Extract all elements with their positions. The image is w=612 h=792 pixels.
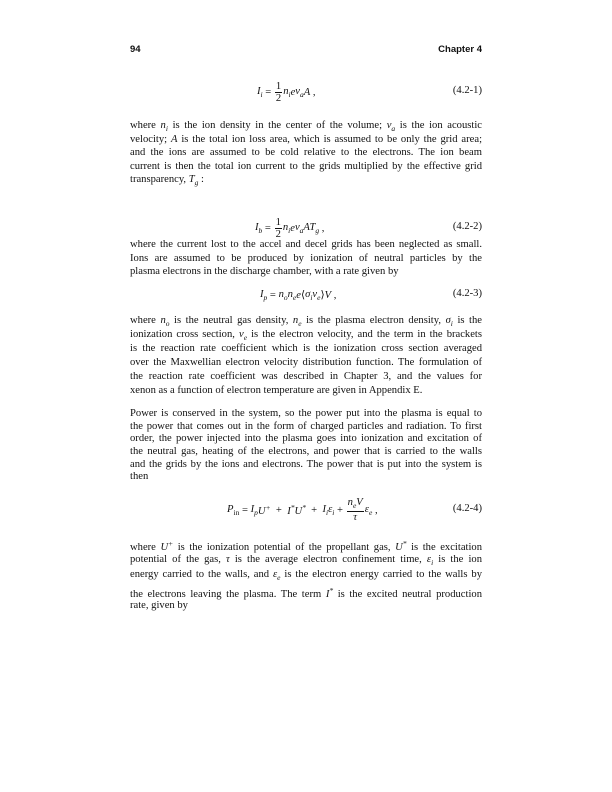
text-run: : bbox=[198, 174, 204, 185]
math-subscript: i bbox=[332, 507, 335, 517]
equation-4-2-4 bbox=[130, 495, 482, 525]
text-run: = bbox=[267, 289, 279, 301]
math-symbol bbox=[303, 222, 319, 235]
text-run: is the reaction rate coefficient which is the ionization cross section averaged bbox=[130, 343, 482, 354]
math-subscript: e bbox=[298, 319, 302, 328]
math-symbol bbox=[287, 503, 294, 517]
math-base: I bbox=[322, 503, 326, 515]
numerator bbox=[347, 497, 364, 512]
math-base: n bbox=[160, 120, 166, 131]
text-run: ionization cross section, bbox=[130, 329, 239, 340]
text-run: = bbox=[239, 504, 251, 516]
math-symbol bbox=[189, 174, 199, 185]
text-run: the reaction rate coefficient was described in Chapter 3, and the values for bbox=[130, 371, 482, 382]
paragraph bbox=[130, 238, 482, 279]
text-run: xenon as a function of electron temperature are given in Appendix E. bbox=[130, 385, 423, 396]
text-run: = bbox=[262, 86, 274, 98]
text-line bbox=[130, 459, 482, 472]
text-run: potential of the gas, bbox=[130, 553, 226, 565]
text-run: is the ion acoustic bbox=[395, 120, 482, 131]
math-base: I bbox=[325, 588, 330, 600]
text-run: is the ion density in the center of the volume; bbox=[167, 120, 387, 131]
text-line bbox=[130, 567, 482, 583]
text-run: , bbox=[372, 504, 378, 516]
text-run: and the grids by the ions and electrons. The power that is put into the system is bbox=[130, 458, 482, 470]
math-subscript: a bbox=[300, 89, 304, 99]
text-run: ⟨ bbox=[300, 290, 306, 301]
denominator bbox=[276, 93, 281, 104]
text-run: is the plasma electron density, bbox=[301, 315, 446, 326]
math-superscript: * bbox=[290, 503, 295, 512]
math-base: I bbox=[257, 85, 261, 97]
math-base: U bbox=[160, 542, 169, 553]
math-symbol bbox=[305, 289, 312, 302]
math-base: I bbox=[250, 503, 255, 515]
math-subscript: e bbox=[277, 573, 281, 582]
math-subscript: e bbox=[292, 292, 297, 302]
text-run: is the ion bbox=[433, 553, 482, 565]
text-run: rate, given by bbox=[130, 600, 188, 611]
math-base: I bbox=[255, 221, 259, 233]
text-line bbox=[130, 160, 482, 174]
text-line bbox=[130, 433, 482, 446]
math-base: T bbox=[188, 174, 195, 185]
math-subscript: e bbox=[243, 333, 248, 342]
math-symbol bbox=[312, 289, 320, 302]
text-run: is the excited neutral production bbox=[333, 588, 482, 600]
fraction bbox=[347, 497, 364, 523]
text-run: where bbox=[130, 315, 161, 326]
math-base: ε bbox=[364, 503, 369, 515]
text-line bbox=[130, 173, 482, 187]
equation-body bbox=[260, 280, 336, 310]
math-symbol bbox=[273, 569, 281, 580]
math-base: τ bbox=[225, 553, 230, 565]
text-line bbox=[130, 265, 482, 279]
math-superscript: * bbox=[329, 585, 334, 595]
math-base: n bbox=[282, 221, 289, 233]
chapter-header: Chapter 4 bbox=[438, 44, 482, 55]
text-run: is the neutral gas density, bbox=[169, 315, 293, 326]
text-line bbox=[130, 133, 482, 147]
text-run: is the average electron confinement time, bbox=[229, 553, 427, 565]
text-run: the neutral gas, heating of the electrons, and power that is carried to the walls bbox=[130, 446, 482, 458]
text-run: 1 bbox=[275, 80, 282, 92]
math-subscript: i bbox=[165, 124, 168, 133]
math-base: AT bbox=[303, 221, 316, 233]
math-base: P bbox=[227, 503, 234, 515]
math-subscript: i bbox=[260, 89, 263, 99]
math-subscript: e bbox=[317, 292, 321, 302]
text-run: + bbox=[270, 504, 288, 516]
text-line bbox=[130, 252, 482, 266]
math-symbol bbox=[239, 329, 247, 340]
text-run: the power that comes out in the form of charged particles and radiation. To first bbox=[130, 420, 482, 432]
math-symbol bbox=[279, 289, 288, 302]
text-line bbox=[130, 583, 482, 599]
text-line bbox=[130, 356, 482, 370]
math-subscript: p bbox=[254, 507, 258, 517]
math-base: n bbox=[283, 85, 289, 97]
text-run: 2 bbox=[275, 92, 282, 104]
numerator bbox=[275, 81, 282, 93]
text-run: is the electron velocity, and the term in the brackets bbox=[247, 329, 482, 340]
text-run: 2 bbox=[275, 228, 281, 240]
text-line bbox=[130, 471, 482, 484]
text-run: is the bbox=[452, 315, 483, 326]
math-symbol bbox=[283, 86, 290, 99]
math-base: v bbox=[312, 288, 318, 300]
math-subscript: o bbox=[283, 292, 288, 302]
math-symbol bbox=[161, 120, 168, 131]
math-base: σ bbox=[445, 315, 451, 326]
text-run: over the Maxwellian electron velocity distribution function. The formulation of bbox=[130, 357, 482, 368]
math-superscript: + bbox=[168, 539, 174, 548]
math-subscript: i bbox=[310, 292, 313, 302]
math-base: V bbox=[324, 289, 332, 301]
math-base: n bbox=[160, 315, 166, 326]
math-subscript: g bbox=[315, 225, 320, 235]
text-line bbox=[130, 421, 482, 434]
equation-label: (4.2-2) bbox=[452, 221, 482, 232]
math-base: A bbox=[303, 86, 311, 98]
math-base: n bbox=[347, 497, 353, 508]
math-subscript: i bbox=[325, 507, 329, 517]
math-symbol bbox=[251, 504, 258, 517]
text-run: 1 bbox=[275, 216, 281, 228]
text-run: + bbox=[334, 504, 346, 516]
math-superscript: + bbox=[265, 503, 271, 512]
text-run: + bbox=[305, 504, 323, 516]
text-run: and the ions are assumed to be cold relative to the electrons. The ion beam bbox=[130, 147, 482, 158]
math-symbol bbox=[294, 503, 305, 517]
equation-4-2-3 bbox=[130, 280, 482, 310]
math-base: U bbox=[257, 506, 266, 517]
paragraph bbox=[130, 536, 482, 614]
text-run: where the current lost to the accel and decel grids has been neglected as small. bbox=[130, 239, 482, 250]
math-base: U bbox=[294, 506, 303, 517]
text-line bbox=[130, 408, 482, 421]
text-run: , bbox=[319, 222, 325, 234]
text-run: is the ionization potential of the propellant gas, bbox=[173, 542, 396, 553]
math-symbol bbox=[446, 315, 453, 326]
math-subscript: e bbox=[352, 501, 357, 510]
math-base: A bbox=[170, 133, 178, 145]
math-subscript: e bbox=[368, 507, 373, 517]
numerator bbox=[275, 217, 282, 229]
math-subscript: i bbox=[288, 225, 291, 235]
math-symbol bbox=[348, 497, 357, 508]
math-base: I bbox=[287, 506, 291, 517]
text-line bbox=[130, 146, 482, 160]
math-base: n bbox=[278, 288, 284, 300]
math-subscript: i bbox=[431, 557, 434, 567]
math-subscript: a bbox=[299, 225, 304, 235]
text-run: is the excitation bbox=[406, 542, 483, 553]
text-run: velocity; bbox=[130, 133, 171, 145]
math-base: ε bbox=[328, 503, 333, 515]
math-base: e bbox=[290, 222, 295, 234]
text-line bbox=[130, 328, 482, 342]
math-base: n bbox=[292, 315, 299, 326]
fraction bbox=[275, 217, 282, 240]
math-symbol bbox=[283, 222, 290, 235]
text-run: is the electron energy carried to the walls by bbox=[280, 569, 482, 580]
text-run: = bbox=[262, 222, 274, 234]
text-run: where bbox=[130, 120, 161, 131]
equation-4-2-1 bbox=[130, 77, 482, 107]
denominator bbox=[353, 512, 357, 523]
math-base: U bbox=[395, 542, 403, 553]
math-superscript: * bbox=[302, 503, 306, 512]
math-symbol bbox=[353, 512, 357, 523]
math-subscript: a bbox=[391, 124, 396, 133]
math-subscript: i bbox=[288, 89, 291, 99]
math-subscript: b bbox=[258, 225, 263, 235]
math-base: ε bbox=[272, 569, 278, 580]
paragraph bbox=[130, 314, 482, 398]
text-line bbox=[130, 238, 482, 252]
page-number: 94 bbox=[130, 44, 141, 55]
text-run: transparency, bbox=[130, 174, 189, 185]
math-symbol bbox=[227, 504, 239, 517]
text-line bbox=[130, 384, 482, 398]
math-symbol bbox=[387, 120, 395, 131]
text-line bbox=[130, 446, 482, 459]
text-run: , bbox=[331, 289, 337, 301]
text-run: the electrons leaving the plasma. The term bbox=[130, 588, 326, 600]
math-subscript: g bbox=[194, 178, 199, 187]
math-symbol bbox=[258, 503, 271, 517]
text-run: Power is conserved in the system, so the power put into the plasma is equal to bbox=[130, 408, 482, 419]
text-run: then bbox=[130, 471, 149, 483]
math-symbol bbox=[288, 289, 297, 302]
math-subscript: p bbox=[263, 292, 268, 302]
math-symbol bbox=[365, 504, 373, 517]
text-line bbox=[130, 119, 482, 133]
math-base: ε bbox=[426, 553, 432, 565]
text-run: ⟩ bbox=[320, 290, 325, 301]
equation-body bbox=[227, 495, 378, 525]
text-run: current is then the total ion current to the grids multiplied by the effective grid bbox=[130, 160, 482, 172]
text-line bbox=[130, 314, 482, 328]
text-line bbox=[130, 370, 482, 384]
math-base: v bbox=[386, 120, 392, 131]
text-line bbox=[130, 598, 482, 614]
math-base: τ bbox=[353, 512, 358, 523]
text-run: where bbox=[130, 542, 161, 553]
math-symbol bbox=[295, 86, 303, 99]
math-symbol bbox=[293, 315, 302, 326]
equation-label: (4.2-4) bbox=[452, 503, 482, 514]
math-base: I bbox=[260, 288, 264, 300]
paragraph bbox=[130, 119, 482, 187]
math-base: n bbox=[287, 288, 293, 300]
text-run: , bbox=[310, 86, 316, 98]
text-run: order, the power injected into the plasma goes into ionization and excitation of bbox=[130, 433, 482, 445]
text-line bbox=[130, 536, 482, 552]
math-subscript: i bbox=[450, 319, 453, 328]
fraction bbox=[275, 81, 282, 104]
paragraph bbox=[130, 408, 482, 484]
math-base: v bbox=[294, 221, 300, 233]
equation-body bbox=[257, 77, 316, 107]
math-base: σ bbox=[305, 288, 311, 300]
math-symbol bbox=[356, 497, 362, 508]
text-run: plasma electrons in the discharge chamber, with a rate given by bbox=[130, 266, 399, 277]
math-subscript: in bbox=[233, 507, 240, 517]
math-symbol bbox=[255, 222, 262, 235]
math-subscript: o bbox=[165, 319, 170, 328]
math-base: v bbox=[295, 85, 300, 97]
math-base: v bbox=[238, 329, 244, 340]
text-line bbox=[130, 342, 482, 356]
text-run: Ions are assumed to be produced by ionization of neutral particles by the bbox=[130, 252, 482, 264]
equation-label: (4.2-1) bbox=[452, 85, 482, 96]
math-symbol bbox=[260, 289, 267, 302]
text-line bbox=[130, 552, 482, 568]
equation-label: (4.2-3) bbox=[452, 288, 482, 299]
math-base: e bbox=[296, 289, 301, 301]
math-base: e bbox=[290, 86, 296, 98]
text-run: is the total ion loss area, which is assumed to be only the grid area; bbox=[177, 133, 483, 145]
math-superscript: * bbox=[402, 539, 407, 548]
text-run: energy carried to the walls, and bbox=[130, 569, 273, 580]
math-base: V bbox=[356, 497, 363, 508]
